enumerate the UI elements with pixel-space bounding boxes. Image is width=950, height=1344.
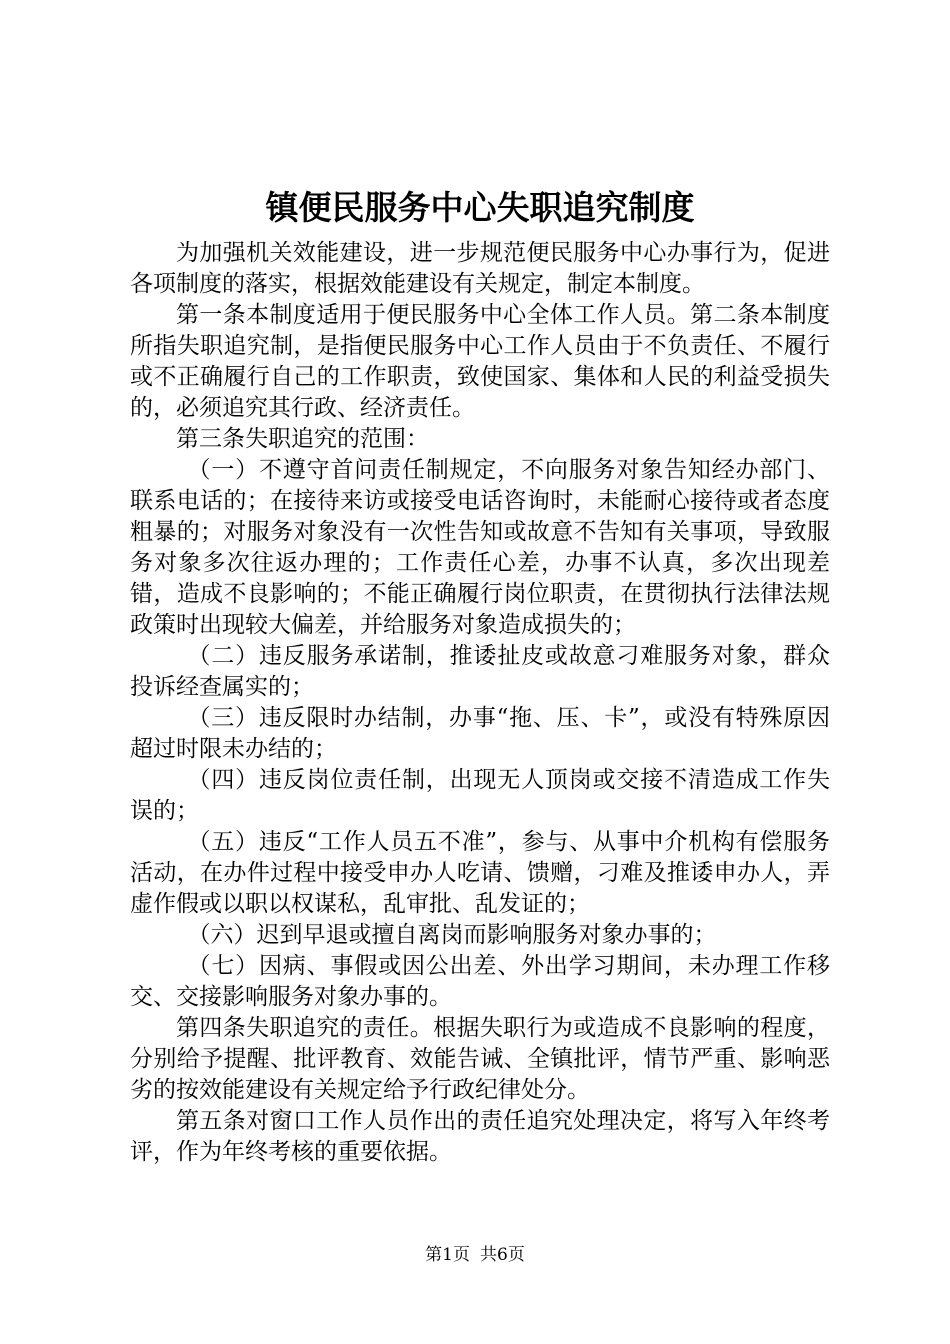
document-title: 镇便民服务中心失职追究制度: [265, 188, 695, 227]
paragraph-item-5: （五）违反“工作人员五不准”，参与、从事中介机构有偿服务活动，在办件过程中接受申办人吃请、馈赠，刁难及推诿申办人，弄虚作假或以职以权谋私，乱审批、乱发证的；: [130, 829, 830, 917]
paragraph-intro: 为加强机关效能建设，进一步规范便民服务中心办事行为，促进各项制度的落实，根据效能建设有关规定，制定本制度。: [130, 240, 830, 297]
paragraph-item-7: （七）因病、事假或因公出差、外出学习期间，未办理工作移交、交接影响服务对象办事的。: [130, 953, 830, 1010]
page-footer: [0, 1243, 950, 1267]
paragraph-item-2: （二）违反服务承诺制，推诿扯皮或故意刁难服务对象，群众投诉经查属实的；: [130, 643, 830, 700]
page-number-current: 第1页: [425, 1245, 470, 1265]
paragraph-article-5: 第五条对窗口工作人员作出的责任追究处理决定，将写入年终考评，作为年终考核的重要依据。: [130, 1108, 830, 1165]
document-body: [130, 238, 830, 1168]
paragraph-article-1-2: 第一条本制度适用于便民服务中心全体工作人员。第二条本制度所指失职追究制，是指便民服务中心工作人员由于不负责任、不履行或不正确履行自己的工作职责，致使国家、集体和人民的利益受损失的，必须追究其行政、经济责任。: [130, 302, 830, 421]
paragraph-article-3: 第三条失职追究的范围：: [176, 426, 429, 452]
paragraph-item-6: （六）迟到早退或擅自离岗而影响服务对象办事的；: [187, 922, 717, 948]
paragraph-item-4: （四）违反岗位责任制，出现无人顶岗或交接不清造成工作失误的；: [130, 767, 830, 824]
paragraph-item-1: （一）不遵守首问责任制规定，不向服务对象告知经办部门、联系电话的；在接待来访或接受电话咨询时，未能耐心接待或者态度粗暴的；对服务对象没有一次性告知或故意不告知有关事项，导致服务对象多次往返办理的；工作责任心差，办事不认真，多次出现差错，造成不良影响的；不能正确履行岗位职责，在贯彻执行法律法规政策时出现较大偏差，并给服务对象造成损失的；: [130, 457, 830, 638]
paragraph-item-3: （三）违反限时办结制，办事“拖、压、卡”，或没有特殊原因超过时限未办结的；: [130, 705, 830, 762]
page-number-total: 共6页: [480, 1245, 525, 1265]
paragraph-article-4: 第四条失职追究的责任。根据失职行为或造成不良影响的程度，分别给予提醒、批评教育、效能告诫、全镇批评，情节严重、影响恶劣的按效能建设有关规定给予行政纪律处分。: [130, 1015, 830, 1103]
